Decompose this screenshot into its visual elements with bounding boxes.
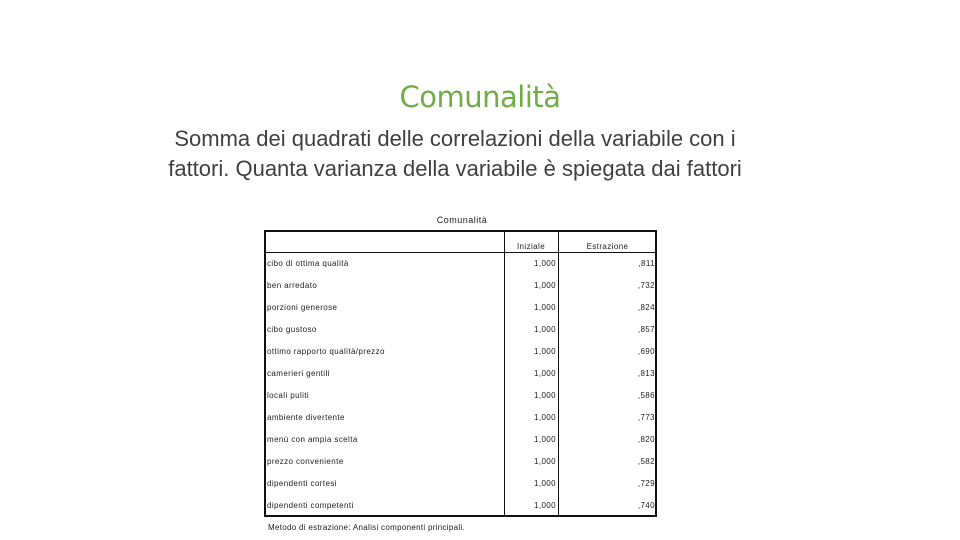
table-row xyxy=(264,325,657,347)
table-row xyxy=(264,435,657,457)
row-label: cibo gustoso xyxy=(267,325,317,334)
column-header-iniziale: Iniziale xyxy=(516,242,546,251)
estrazione-value: ,690 xyxy=(637,347,655,356)
row-label: porzioni generose xyxy=(267,303,338,312)
iniziale-value: 1,000 xyxy=(533,303,556,312)
iniziale-value: 1,000 xyxy=(533,391,556,400)
estrazione-value: ,820 xyxy=(637,435,655,444)
table-row xyxy=(264,259,657,281)
estrazione-value: ,586 xyxy=(637,391,655,400)
estrazione-value: ,729 xyxy=(637,479,655,488)
table-row xyxy=(264,479,657,501)
table-row xyxy=(264,457,657,479)
table-row xyxy=(264,501,657,523)
estrazione-value: ,857 xyxy=(637,325,655,334)
iniziale-value: 1,000 xyxy=(533,435,556,444)
estrazione-value: ,740 xyxy=(637,501,655,510)
iniziale-value: 1,000 xyxy=(533,281,556,290)
iniziale-value: 1,000 xyxy=(533,479,556,488)
table-row xyxy=(264,347,657,369)
row-label: ben arredato xyxy=(267,281,318,290)
row-label: ambiente divertente xyxy=(267,413,345,422)
iniziale-value: 1,000 xyxy=(533,501,556,510)
table-row xyxy=(264,303,657,325)
iniziale-value: 1,000 xyxy=(533,259,556,268)
row-label: dipendenti cortesi xyxy=(267,479,337,488)
iniziale-value: 1,000 xyxy=(533,369,556,378)
iniziale-value: 1,000 xyxy=(533,347,556,356)
row-label: camerieri gentili xyxy=(267,369,330,378)
estrazione-value: ,773 xyxy=(637,413,655,422)
subtitle-line-2: fattori. Quanta varianza della variabile è spiegata dai fattori xyxy=(168,156,742,181)
iniziale-value: 1,000 xyxy=(533,413,556,422)
table-row xyxy=(264,391,657,413)
table-footnote: Metodo di estrazione: Analisi componenti principali. xyxy=(268,523,466,532)
table-row xyxy=(264,413,657,435)
slide-subtitle xyxy=(130,124,780,184)
table-caption: Comunalità xyxy=(436,215,488,225)
estrazione-value: ,582 xyxy=(637,457,655,466)
row-label: cibo di ottima qualità xyxy=(267,259,349,268)
column-header-estrazione: Estrazione xyxy=(586,242,629,251)
row-label: dipendenti competenti xyxy=(267,501,354,510)
row-label: ottimo rapporto qualità/prezzo xyxy=(267,347,385,356)
iniziale-value: 1,000 xyxy=(533,457,556,466)
estrazione-value: ,732 xyxy=(637,281,655,290)
estrazione-value: ,811 xyxy=(638,259,655,268)
row-label: prezzo conveniente xyxy=(267,457,344,466)
row-label: menù con ampia scelta xyxy=(267,435,358,444)
iniziale-value: 1,000 xyxy=(533,325,556,334)
communalities-table xyxy=(264,230,657,517)
estrazione-value: ,813 xyxy=(637,369,655,378)
table-row xyxy=(264,281,657,303)
subtitle-line-1: Somma dei quadrati delle correlazioni della variabile con i xyxy=(174,126,736,151)
slide-title: Comunalità xyxy=(399,80,561,114)
header-divider xyxy=(264,252,657,253)
estrazione-value: ,824 xyxy=(637,303,655,312)
row-label: locali puliti xyxy=(267,391,310,400)
table-row xyxy=(264,369,657,391)
